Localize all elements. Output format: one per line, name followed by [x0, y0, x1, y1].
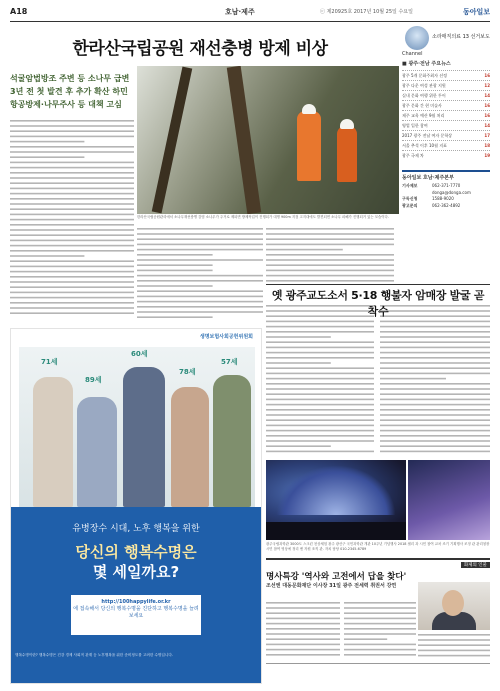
newspaper-brand: 동아일보: [462, 8, 490, 16]
news-index-item[interactable]: 제주 교육 예산 9월 처리 16: [402, 110, 490, 120]
text-line: [266, 654, 340, 656]
text-line: [266, 228, 394, 230]
article-body-col2: [137, 226, 263, 321]
text-line: [344, 638, 387, 640]
text-line: [344, 633, 416, 635]
news-index-item[interactable]: 광주 국제 차 19: [402, 150, 490, 160]
sidebox-title: 소라매직의료 13 선거보도: [432, 34, 490, 40]
text-line: [266, 233, 394, 235]
text-line: [266, 264, 394, 266]
article2-headline: 옛 광주교도소서 5·18 행불자 암매장 발굴 곧 착수: [271, 289, 485, 318]
text-line: [10, 136, 134, 138]
text-line: [10, 240, 134, 242]
news-index-item[interactable]: 영업 입한 참여 14: [402, 120, 490, 130]
main-photo-caption: 한라산국립공원관리에서 소나무재선충병 감염 소나무가 주거로 제되면 방제작업이 진행되가 대명 900m 지점 고지대에도 발견되면 소나무 피해가 진행되거 있는 모습이다.: [137, 215, 389, 219]
person-figure: [77, 397, 117, 507]
planetarium-photo-2: [408, 460, 490, 540]
news-index-item[interactable]: 서울 추석 이후 10월 지표 18: [402, 140, 490, 150]
text-line: [344, 649, 416, 651]
text-line: [137, 285, 213, 287]
portrait-face: [442, 590, 464, 616]
text-line: [344, 607, 416, 609]
text-line: [266, 430, 374, 432]
lead-line: 석굴암법방조 주변 등 소나무 급변: [10, 74, 130, 83]
text-line: [266, 275, 394, 277]
text-line: [344, 654, 416, 656]
audience-silhouette: [266, 522, 406, 540]
ad-line-3: 몇 세일까요?: [92, 563, 180, 581]
text-line: [10, 271, 134, 273]
text-line: [10, 224, 134, 226]
text-line: [380, 383, 490, 385]
ad-url-link[interactable]: http://100happylife.or.kr: [101, 599, 171, 605]
text-line: [266, 435, 374, 437]
article2-body-col1: [266, 303, 374, 455]
body-text-lines: [10, 118, 134, 318]
text-line: [380, 378, 446, 380]
text-line: [266, 633, 340, 635]
text-line: [266, 326, 374, 328]
text-line: [10, 234, 134, 236]
page-number: A18: [10, 7, 28, 16]
text-line: [266, 362, 331, 364]
issue-info: ⓒ 제20925호 2017년 10월 25일 수요일: [320, 9, 413, 15]
text-line: [266, 440, 374, 442]
ad-url-box[interactable]: [71, 595, 201, 635]
ad-sponsor-logo: 생명보험사회공헌위원회: [199, 334, 253, 340]
news-index-item[interactable]: 광주 5개 문화주최자 선정 16: [402, 70, 490, 80]
section-title: 호남·제주: [225, 8, 255, 16]
text-line: [266, 409, 374, 411]
text-line: [380, 430, 490, 432]
text-line: [380, 425, 490, 427]
text-line: [10, 229, 134, 231]
text-line: [10, 255, 84, 257]
text-line: [380, 331, 490, 333]
text-line: [10, 177, 134, 179]
planetarium-photo: [266, 460, 406, 540]
advertisement[interactable]: [10, 328, 262, 684]
text-line: [137, 264, 213, 266]
text-line: [418, 644, 490, 646]
text-line: [137, 296, 263, 298]
ad-url-note: 에 접속해서 당신의 행복수명을 진단하고 행복수명을 늘려보세요: [73, 606, 199, 619]
age-tag: 89세: [85, 376, 102, 384]
text-line: [137, 238, 263, 240]
text-line: [266, 270, 394, 272]
text-line: [10, 188, 134, 190]
text-line: [10, 302, 134, 304]
text-line: [266, 623, 340, 625]
lead-line: 3년 전 첫 발견 후 추가 확산 하민: [10, 87, 128, 96]
text-line: [10, 172, 134, 174]
news-index-heading: ■ 광주·전남 주요뉴스: [402, 61, 451, 67]
speaker-portrait: [418, 582, 490, 630]
text-line: [418, 634, 490, 636]
text-line: [344, 602, 416, 604]
article3-body-col3: [418, 632, 490, 660]
text-line: [266, 321, 374, 323]
text-line: [380, 435, 490, 437]
article3-body-col1: [266, 600, 340, 660]
text-line: [266, 347, 374, 349]
text-line: [10, 266, 134, 268]
text-line: [266, 254, 394, 256]
ad-line-1: 유병장수 시대, 노후 행복을 위한: [72, 524, 200, 534]
text-line: [137, 244, 263, 246]
text-line: [380, 414, 490, 416]
text-line: [137, 233, 263, 235]
text-line: [266, 612, 340, 614]
text-line: [266, 388, 374, 390]
text-line: [10, 245, 134, 247]
text-line: [266, 451, 374, 453]
text-line: [266, 238, 394, 240]
section-tag: 화제의 인물: [461, 562, 490, 568]
text-line: [266, 249, 343, 251]
text-line: [380, 336, 490, 338]
text-line: [266, 336, 331, 338]
text-line: [266, 607, 340, 609]
text-line: [266, 649, 340, 651]
main-headline: 한라산국립공원 재선충병 방제 비상: [72, 39, 328, 59]
text-line: [266, 399, 374, 401]
body-text-lines: [137, 226, 263, 321]
text-line: [380, 393, 490, 395]
text-line: [266, 414, 374, 416]
text-line: [266, 383, 374, 385]
text-line: [266, 280, 394, 282]
text-line: [10, 120, 134, 122]
news-index-item[interactable]: 실내 문화 여행 위한 투어 14: [402, 90, 490, 100]
article-body-col3: [266, 226, 394, 282]
text-line: [10, 250, 134, 252]
contact-heading: 동아일보 호남·제주본부: [402, 170, 490, 181]
text-line: [137, 311, 263, 313]
ad-message-panel: [11, 507, 261, 683]
person-figure: [123, 367, 165, 507]
age-tag: 60세: [131, 350, 148, 358]
text-line: [266, 393, 374, 395]
text-line: [344, 623, 416, 625]
tree-trunk: [227, 66, 261, 214]
text-line: [266, 445, 331, 447]
text-line: [266, 259, 394, 261]
body-text-lines: [344, 600, 416, 660]
text-line: [380, 404, 490, 406]
text-line: [380, 451, 490, 453]
text-line: [10, 286, 134, 288]
text-line: [266, 357, 374, 359]
text-line: [266, 419, 374, 421]
page-header: [10, 6, 490, 20]
channel-logo-icon: [405, 26, 429, 50]
text-line: [10, 182, 134, 184]
person-figure: [171, 387, 209, 507]
worker-figure: [297, 111, 321, 181]
text-line: [266, 352, 374, 354]
text-line: [380, 409, 490, 411]
text-line: [10, 214, 134, 216]
text-line: [266, 638, 340, 640]
body-text-lines: [380, 303, 490, 455]
age-tag: 57세: [221, 358, 238, 366]
text-line: [380, 341, 490, 343]
contact-box: [402, 170, 490, 209]
text-line: [137, 249, 263, 251]
text-line: [418, 655, 490, 657]
age-tag: 71세: [41, 358, 58, 366]
text-line: [10, 307, 134, 309]
channel-logo-text: Channel: [402, 51, 423, 57]
text-line: [10, 281, 134, 283]
article3-body-col2: [344, 600, 416, 660]
text-line: [266, 244, 394, 246]
text-line: [344, 628, 416, 630]
section-bar: [266, 558, 490, 566]
text-line: [380, 388, 490, 390]
text-line: [380, 367, 490, 369]
footer-rule: [266, 663, 490, 664]
text-line: [137, 316, 213, 318]
text-line: [137, 270, 213, 272]
news-index-item[interactable]: 광주 다운 여성 관광 지원 12: [402, 80, 490, 90]
text-line: [380, 326, 490, 328]
text-line: [266, 331, 374, 333]
text-line: [380, 419, 490, 421]
text-line: [10, 208, 134, 210]
ad-family-photo: [19, 347, 255, 507]
text-line: [137, 275, 263, 277]
text-line: [266, 644, 340, 646]
text-line: [266, 404, 374, 406]
text-line: [10, 203, 134, 205]
news-index-box: [402, 60, 490, 160]
text-line: [137, 259, 263, 261]
text-line: [266, 618, 340, 620]
text-line: [380, 362, 490, 364]
text-line: [10, 219, 134, 221]
text-line: [344, 644, 416, 646]
text-line: [266, 341, 374, 343]
text-line: [380, 440, 490, 442]
dome-screen: [276, 465, 396, 515]
person-figure: [33, 377, 73, 507]
text-line: [10, 312, 134, 314]
contact-row: 기사제보 062-371-7770: [402, 183, 461, 188]
text-line: [10, 297, 134, 299]
text-line: [137, 228, 263, 230]
body-text-lines: [266, 226, 394, 282]
text-line: [10, 125, 134, 127]
worker-figure: [337, 126, 357, 182]
contact-row: 구독신청 1588-9020: [402, 196, 454, 201]
body-text-lines: [266, 600, 340, 660]
contact-row: donga@donga.com: [432, 189, 471, 195]
text-line: [137, 290, 263, 292]
article2-rule: [266, 284, 490, 285]
article3-headline: 명사특강 '역사와 고전에서 답을 찾다': [266, 572, 407, 582]
text-line: [380, 347, 490, 349]
text-line: [266, 373, 374, 375]
article2-body-col2: [380, 303, 490, 455]
text-line: [266, 602, 340, 604]
news-index-item[interactable]: 2017 광주 전남 여자 문학상 17: [402, 130, 490, 140]
helmet-icon: [302, 104, 316, 114]
text-line: [380, 399, 490, 401]
tree-trunk: [152, 67, 193, 214]
text-line: [10, 141, 84, 143]
text-line: [10, 260, 134, 262]
age-tag: 78세: [179, 368, 196, 376]
person-figure: [213, 375, 251, 507]
text-line: [418, 639, 490, 641]
text-line: [380, 321, 490, 323]
text-line: [266, 628, 340, 630]
text-line: [10, 146, 134, 148]
text-line: [137, 306, 263, 308]
article3-subtitle: 조선엔 대동문화재단 이사장 31일 광주 전세력 취권서 강연: [266, 583, 397, 589]
ad-line-2: 당신의 행복수명은: [75, 543, 197, 561]
text-line: [380, 357, 490, 359]
text-line: [10, 151, 134, 153]
planetarium-caption: 광주국립과학관 3000도 스크린 천상체험 광주 광산구 국민과학관 개관 10주년 기념행사 2018 셀리 과 시민 참여 교차 조기 기획행사 조정 관 관리청장 시민 참여 영상에 정리 앤 자원 조직 관. 자치 담당 010-2345-6789: [266, 542, 490, 551]
helmet-icon: [340, 119, 354, 129]
header-rule: [10, 21, 490, 22]
article-body-col1: [10, 118, 134, 318]
text-line: [344, 612, 416, 614]
text-line: [380, 373, 490, 375]
text-line: [10, 198, 134, 200]
text-line: [380, 445, 490, 447]
text-line: [10, 193, 134, 195]
text-line: [137, 301, 263, 303]
body-text-lines: [266, 303, 374, 455]
body-text-lines: [418, 632, 490, 660]
text-line: [266, 378, 374, 380]
text-line: [10, 162, 134, 164]
text-line: [10, 276, 134, 278]
text-line: [10, 292, 134, 294]
text-line: [10, 130, 134, 132]
text-line: [380, 352, 490, 354]
lead-subtitle: [10, 72, 135, 111]
text-line: [137, 280, 263, 282]
text-line: [266, 425, 374, 427]
contact-row: 광고문의 062-362-4892: [402, 202, 461, 208]
text-line: [266, 367, 374, 369]
news-index-item[interactable]: 광주 문화 간 현 미술사 16: [402, 100, 490, 110]
lead-line: 항공방제·나무주사 등 대책 고심: [10, 100, 122, 109]
text-line: [137, 254, 213, 256]
main-photo: [137, 66, 399, 214]
text-line: [418, 650, 490, 652]
text-line: [10, 156, 84, 158]
ad-footer-text: 행복수명이란? 행복수명은 건강 경제 사회적 관계 등 노후행복을 위한 준비정도를 고려한 수명입니다.: [15, 653, 173, 657]
text-line: [344, 618, 416, 620]
text-line: [10, 167, 134, 169]
